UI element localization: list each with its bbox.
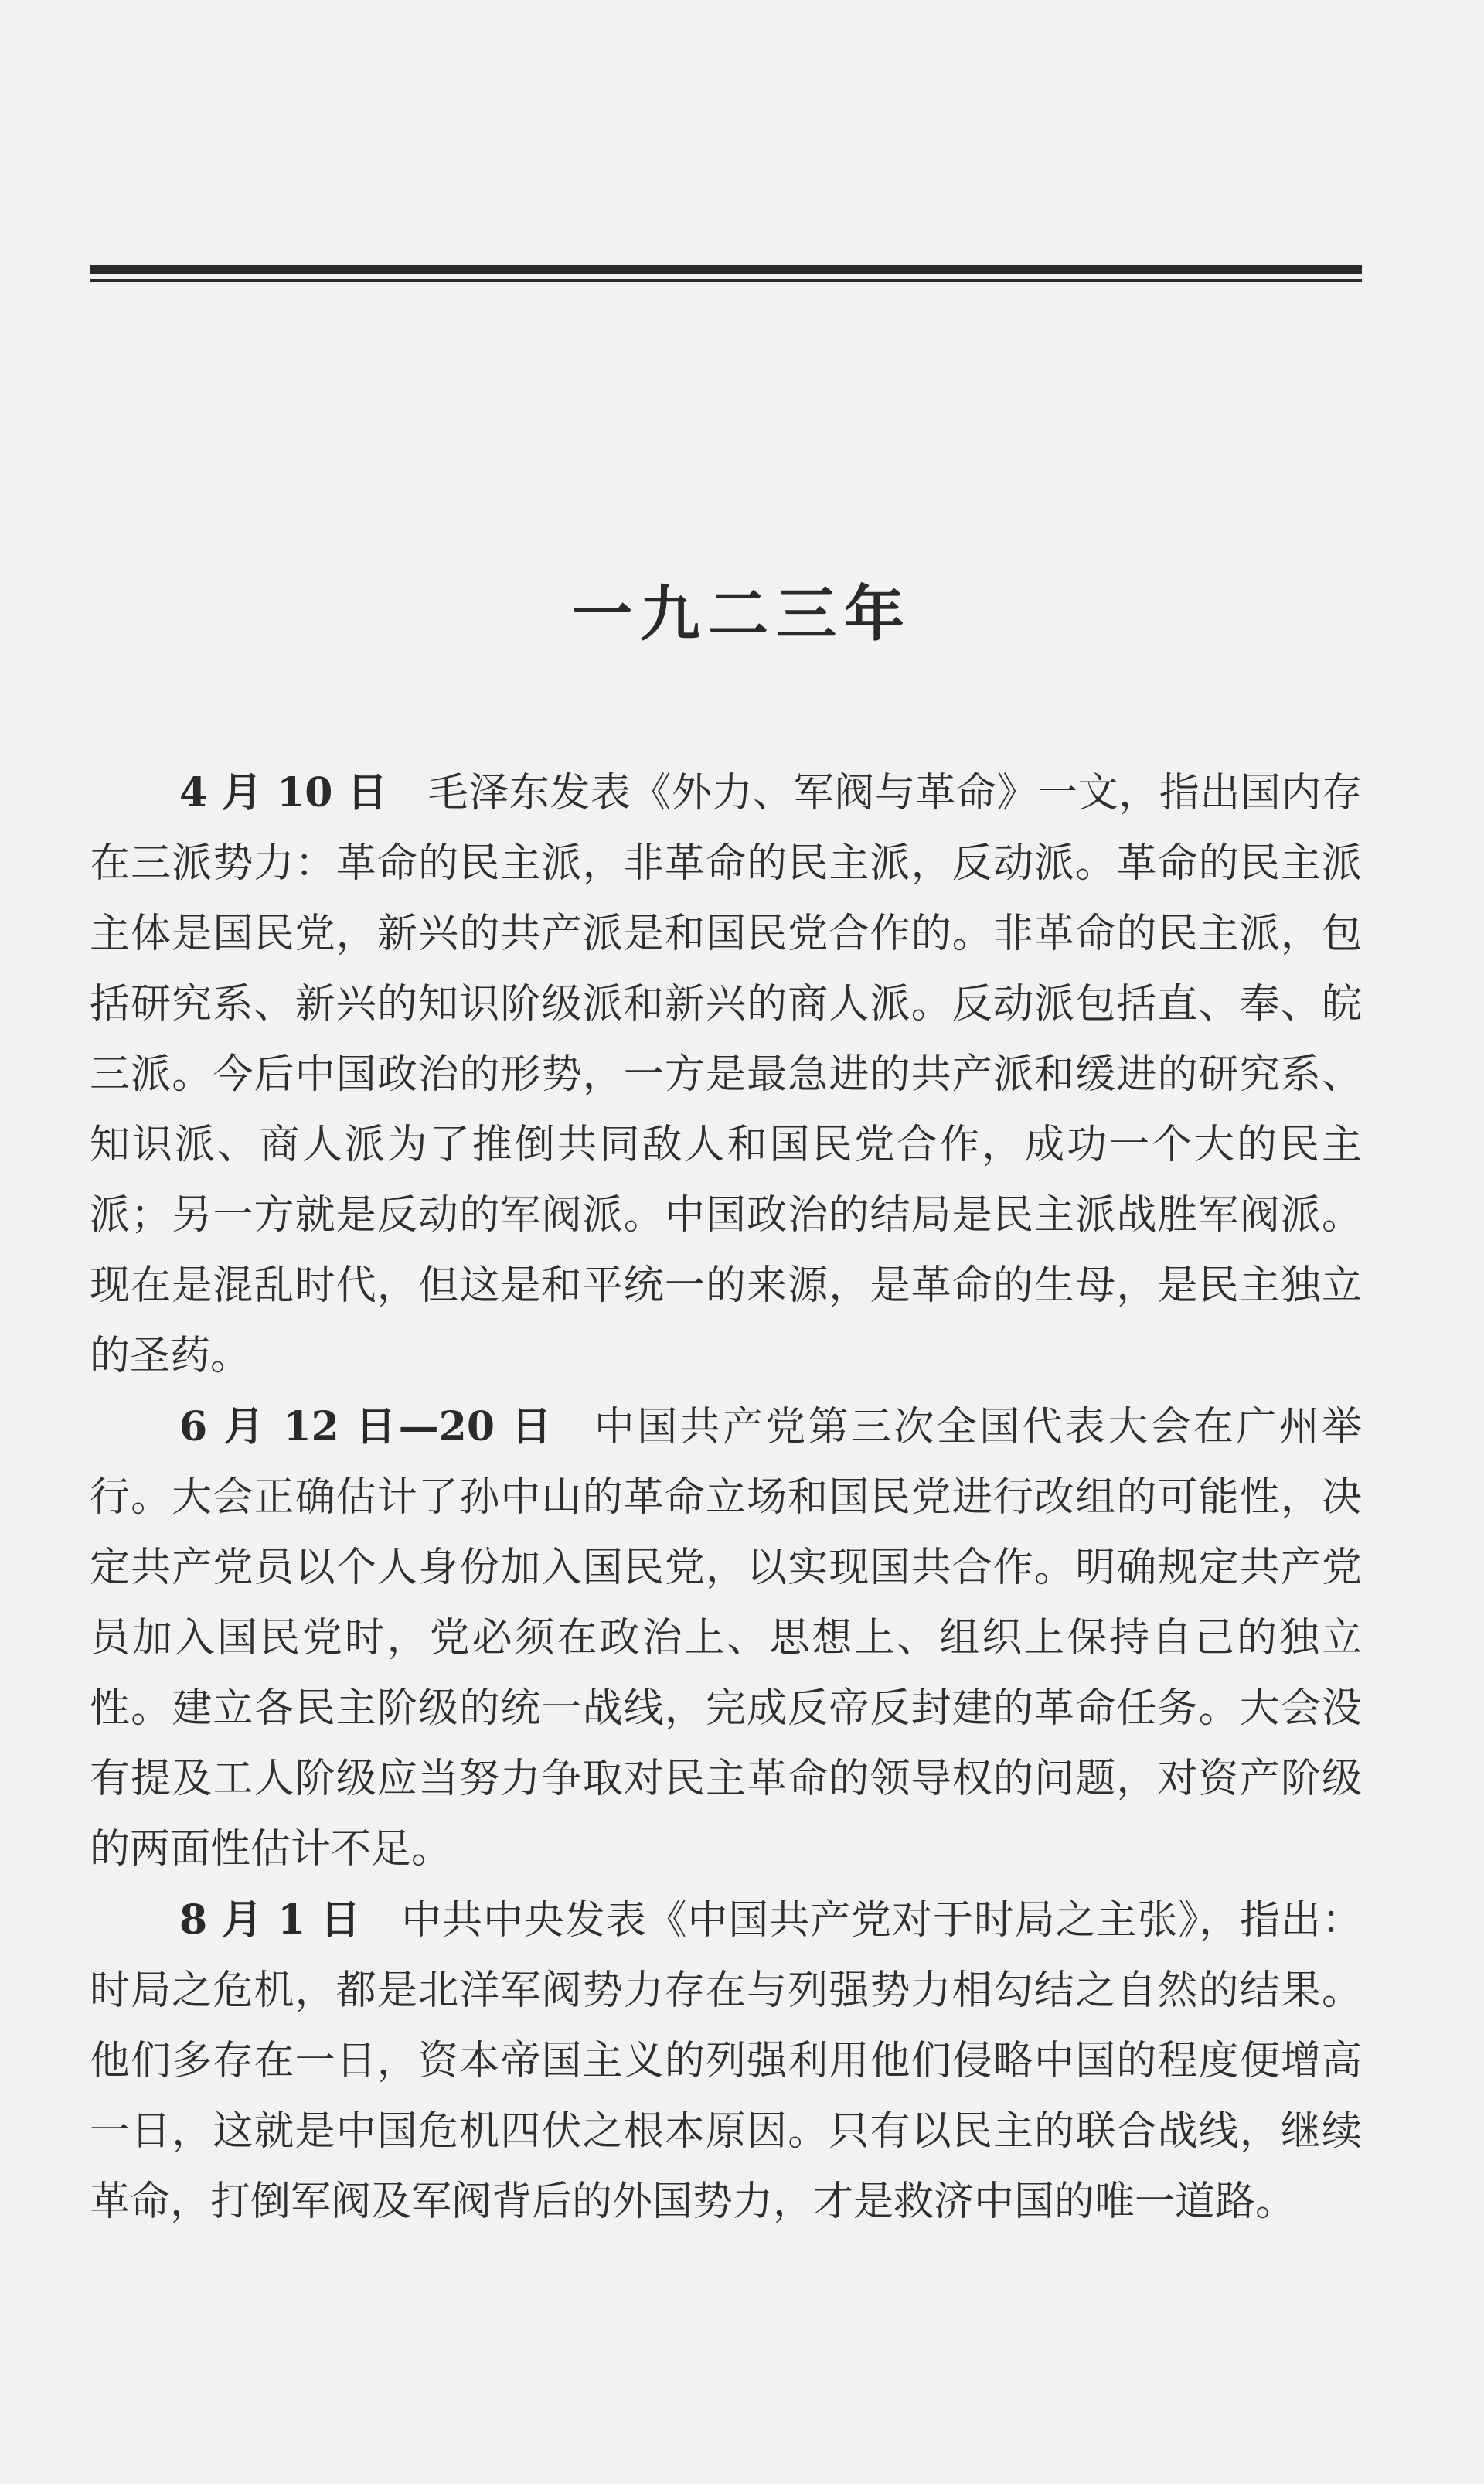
header-rule-thin <box>90 279 1362 282</box>
chronicle-entry <box>90 1885 1362 2237</box>
header-rule <box>90 265 1362 282</box>
year-title: 一九二三年 <box>571 580 912 650</box>
entry-text: 毛泽东发表《外力、军阀与革命》一文，指出国内存在三派势力：革命的民主派，非革命的民主派，反动派。革命的民主派主体是国民党，新兴的共产派是和国民党合作的。非革命的民主派，包括研究系、新兴的知识阶级派和新兴的商人派。反动派包括直、奉、皖三派。今后中国政治的形势，一方是最急进的共产派和缓进的研究系、知识派、商人派为了推倒共同敌人和国民党合作，成功一个大的民主派；另一方就是反动的军阀派。中国政治的结局是民主派战胜军阀派。现在是混乱时代，但这是和平统一的来源，是革命的生母，是民主独立的圣药。 <box>90 770 1362 1379</box>
entry-date: 4 月 10 日 <box>179 769 388 816</box>
entry-date: 8 月 1 日 <box>179 1896 362 1944</box>
chronicle-body <box>90 758 1362 2237</box>
entry-text: 中共中央发表《中国共产党对于时局之主张》，指出：时局之危机，都是北洋军阀势力存在与列强势力相勾结之自然的结果。他们多存在一日，资本帝国主义的列强利用他们侵略中国的程度便增高一日，这就是中国危机四伏之根本原因。只有以民主的联合战线，继续革命，打倒军阀及军阀背后的外国势力，才是救济中国的唯一道路。 <box>90 1897 1362 2225</box>
header-rule-thick <box>90 265 1362 274</box>
chronicle-entry <box>90 1392 1362 1885</box>
entry-date: 6 月 12 日—20 日 <box>179 1403 554 1450</box>
chronicle-entry <box>90 758 1362 1392</box>
entry-text: 中国共产党第三次全国代表大会在广州举行。大会正确估计了孙中山的革命立场和国民党进行改组的可能性，决定共产党员以个人身份加入国民党，以实现国共合作。明确规定共产党员加入国民党时，党必须在政治上、思想上、组织上保持自己的独立性。建立各民主阶级的统一战线，完成反帝反封建的革命任务。大会没有提及工人阶级应当努力争取对民主革命的领导权的问题，对资产阶级的两面性估计不足。 <box>90 1404 1362 1872</box>
